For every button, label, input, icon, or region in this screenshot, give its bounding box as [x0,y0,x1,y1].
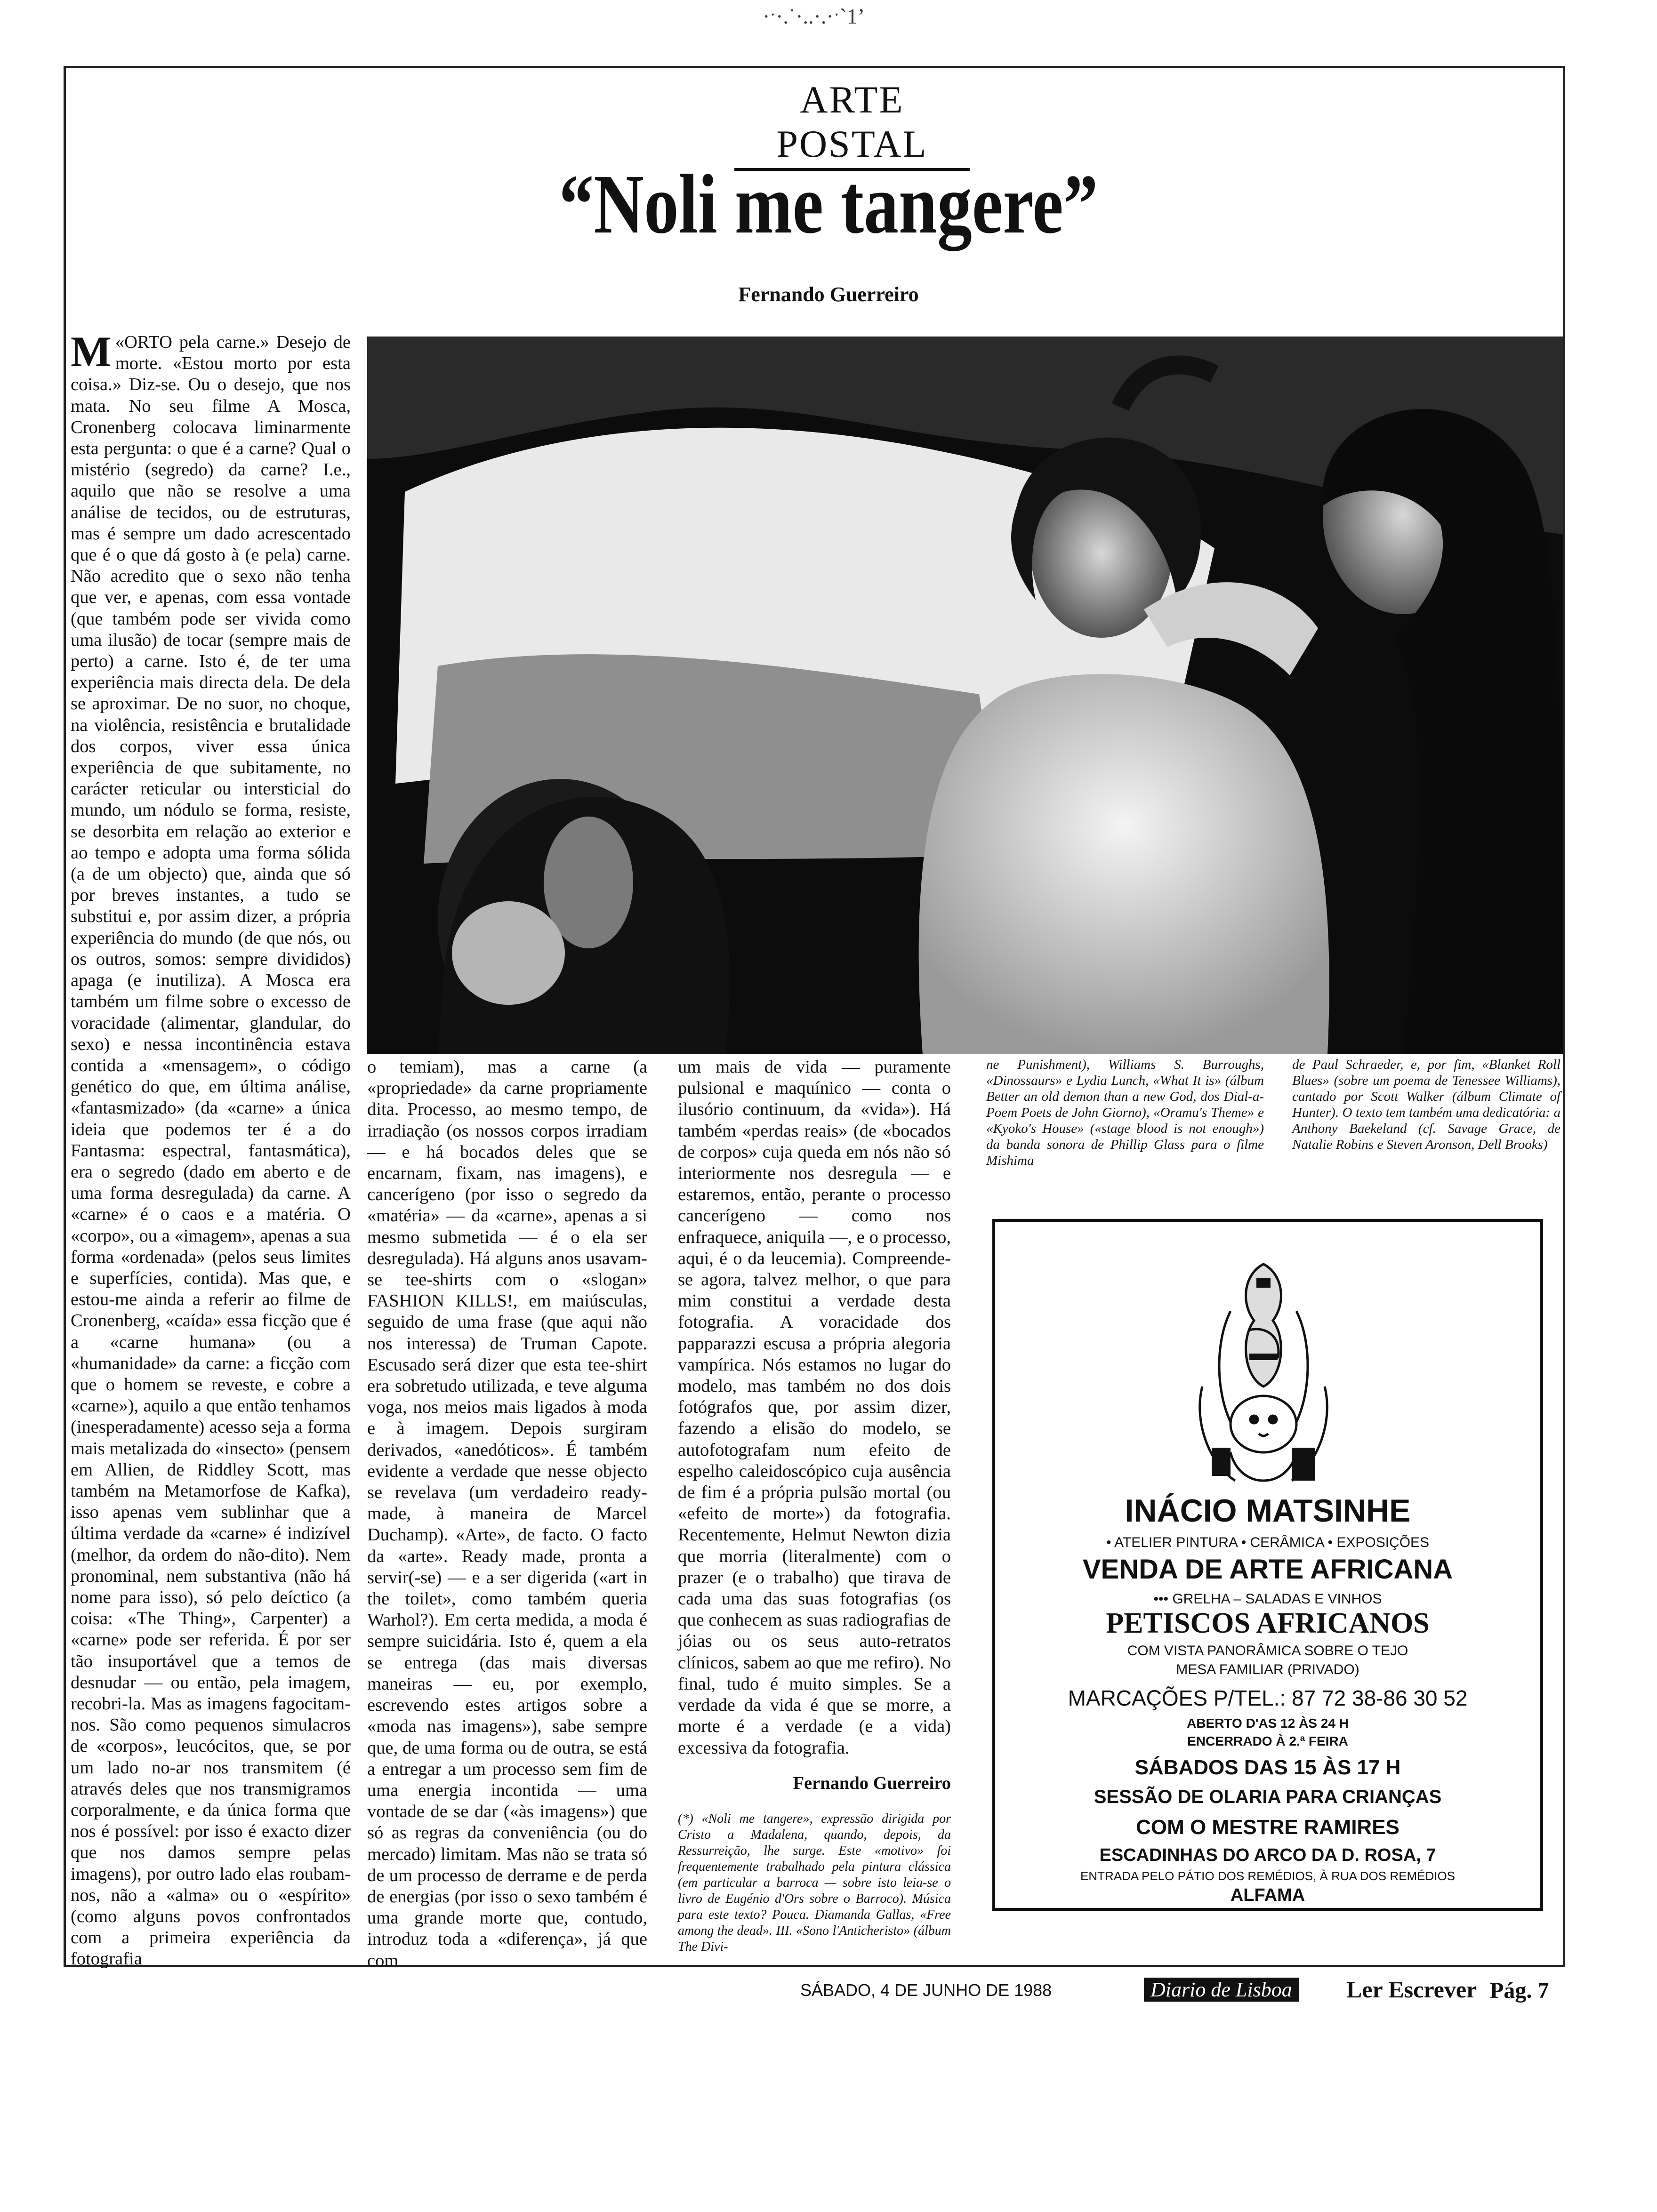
african-art-illustration [1174,1245,1353,1504]
column-2-text: o temiam), mas a carne (a «propriedade» da carne propriamente dita. Processo, ao mesmo tempo, de irradiação (os nossos corpos irradiam — e há bocados deles que se encarnam, fixam, nas imagens), e cancerígeno (por isso o segredo da «matéria» — da «carne», apenas a si mesmo submetida — é o ela ser desregulada). Há alguns anos usavam-se tee-shirts com o «slogan» FASHION KILLS!, em maiúsculas, seguido de uma frase (que aqui não nos interessa) de Truman Capote. Escusado será dizer que esta tee-shirt era sobretudo utilizada, e teve alguma voga, nos meios mais ligados à moda e à imagem. Depois surgiram derivados, «anedóticos». É também evidente a verdade que nesse objecto se revelava (um verdadeiro ready-made, à maneira de Marcel Duchamp). «Arte», de facto. O facto da «arte». Ready made, pronta a servir(-se) — e a ser digerida («art in the toilet», como também queria Warhol?). Em certa medida, a moda é sempre suicidária. Isto é, quem a ela se entrega (das mais diversas maneiras — eu, por exemplo, escrevendo estes artigos sobre a «moda nas imagens»), sabe sempre que, de uma forma ou de outra, se está a entregar a um processo sem fim de uma energia incontida — uma vontade de se dar («às imagens») que só as regras da conveniência (ou do mercado) limitam. Mas não se trata só de um processo de derrame e de perda de energias (por isso o sexo também é uma grande morte que, contudo, introduz toda a «diferença», já que com [367,1057,647,1971]
drop-cap: M [71,328,112,376]
newspaper-masthead: Diario de Lisboa [1144,1978,1299,2002]
ad-pottery-session: SESSÃO DE OLARIA PARA CRIANÇAS [1094,1787,1442,1807]
footnote-continuation-1 [986,1057,1264,1169]
column-5-text: de Paul Schraeder, e, por fim, «Blanket Roll Blues» (sobre um poema de Tenessee Williams), cantado por Scott Walker (álbum Climate of Hunter). O texto tem também uma dedicatória: a Anthony Baekeland (cf. Savage Grace, de Natalie Robins e Steven Aronson, Dell Brooks) [1292,1057,1560,1152]
advertisement-box [992,1219,1543,1911]
article-column-3 [678,1057,951,1955]
issue-date: SÁBADO, 4 DE JUNHO DE 1988 [800,1980,1052,2000]
article-column-2 [367,1057,647,1972]
footnote: (*) «Noli me tangere», expressão dirigida por Cristo a Madalena, quando, depois, da Ressurreição, lhe surge. Este «motivo» foi frequentemente trabalhado pela pintura clássica (em particular a barroca — sobre isto leia-se o livro de Eugénio d'Ors sobre o Barroco). Música para este texto? Pouca. Diamanda Gallas, «Free among the dead». III. «Sono l'Anticheristo» (álbum The Divi- [678,1811,951,1954]
print-smudge: ·ˑ·.˙·..·.·ˑ`1ʼ [763,4,865,28]
ad-sale: VENDA DE ARTE AFRICANA [1082,1554,1453,1585]
ad-services: • ATELIER PINTURA • CERÂMICA • EXPOSIÇÕES [1106,1535,1430,1550]
byline: Fernando Guerreiro [738,283,919,306]
section-heading: ARTE POSTAL [734,78,970,171]
ad-business-name: INÁCIO MATSINHE [1125,1493,1411,1529]
ad-grill: ••• GRELHA – SALADAS E VINHOS [1153,1591,1382,1607]
supplement-name: Ler Escrever [1346,1976,1477,2003]
ad-phone: MARCAÇÕES P/TEL.: 87 72 38-86 30 52 [1068,1686,1468,1710]
column-4-text: ne Punishment), Williams S. Burroughs, «Dinossaurs» e Lydia Lunch, «What It is» (álbum Better an old demon than a new God, dos Dial-a-Poem Poets de John Giorno), «Oramu's Theme» e «Kyoko's House» («stage blood is not enough») da banda sonora de Phillip Glass para o filme Mishima [986,1057,1264,1168]
ad-saturdays: SÁBADOS DAS 15 ÀS 17 H [1134,1756,1401,1779]
ad-district: ALFAMA [1230,1885,1305,1905]
article-column-1 [71,328,351,1970]
ad-view: COM VISTA PANORÂMICA SOBRE O TEJO [1127,1643,1408,1659]
article-title: “Noli me tangere” [559,157,1098,251]
ad-family-table: MESA FAMILIAR (PRIVADO) [1176,1662,1359,1677]
ad-master: COM O MESTRE RAMIRES [1136,1816,1400,1839]
closing-signature: Fernando Guerreiro [793,1773,951,1793]
column-3-text: um mais de vida — puramente pulsional e maquínico — conta o ilusório continuum, da «vida»). Há também «perdas reais» (de «bocados de corpos» cuja queda em nós não só interiormente nos desregula — e estaremos, então, perante o processo cancerígeno — como nos enfraquece, aniquila —, e o processo, aqui, é o da leucemia). Compreende-se agora, talvez melhor, o que para mim constitui a verdade desta fotografia. A voracidade dos papparazzi escusa a própria alegoria vampírica. Nós estamos no lugar do modelo, mas também no dos dois fotógrafos que, por assim dizer, fazendo a elisão do modelo, se autofotografam num efeito de espelho caleidoscópico cuja ausência de fim é a própria pulsão mortal (ou «efeito de morte») da fotografia. Recentemente, Helmut Newton dizia que morria (literalmente) com o prazer (e o trabalho) que tirava de cada uma das suas fotografias (os que conhecem as suas radiografias de jóias ou os seus auto-retratos clínicos, sabem ao que me refiro). No final, tudo é muito simples. Se a verdade da vida é que se morre, a morte é a verdade (e a vida) excessiva da fotografia. [678,1057,951,1758]
footnote-continuation-2 [1292,1057,1560,1153]
ad-entrance: ENTRADA PELO PÁTIO DOS REMÉDIOS, À RUA DOS REMÉDIOS [1080,1869,1456,1883]
ad-closed-day: ENCERRADO À 2.ª FEIRA [1187,1734,1348,1748]
ad-petiscos: PETISCOS AFRICANOS [1106,1607,1430,1639]
photo-illustration [367,337,1563,1054]
article-photograph [367,337,1563,1054]
ad-opening-hours: ABERTO D'AS 12 ÀS 24 H [1187,1716,1349,1731]
page-number: Pág. 7 [1490,1978,1549,2003]
ad-address: ESCADINHAS DO ARCO DA D. ROSA, 7 [1099,1845,1436,1865]
column-1-text: «ORTO pela carne.» Desejo de morte. «Estou morto por esta coisa.» Diz-se. Ou o desejo, que nos mata. No seu filme A Mosca, Cronenberg colocava liminarmente esta pergunta: o que é a carne? Qual o mistério (segredo) da carne? I.e., aquilo que não se resolve a uma análise de tecidos, ou de estruturas, mas é sempre um dado acrescentado que é o que dá gosto à (e pela) carne. Não acredito que o sexo não tenha que ver, e apenas, com essa vontade (que também pode ser vivida como uma ilusão) de tocar (sempre mais de perto) a carne. Isto é, de ter uma experiência mais directa dela. De dela se aproximar. De no suor, no choque, na violência, resistência e brutalidade dos corpos, viver essa única experiência de que subitamente, no carácter reticular ou intersticial do mundo, um nódulo se forma, resiste, se desorbita em relação ao exterior e ao tempo e adopta uma forma sólida (a de um objecto) que, ainda que só por breves instantes, a tudo se substitui e, por assim dizer, a própria experiência do mundo (de que nós, ou os outros, somos: sempre divididos) apaga (e inutiliza). A Mosca era também um filme sobre o excesso de voracidade (alimentar, glandular, do sexo) e nessa incontinência estava contida a «mensagem», o código genético do que, em última análise, «fantasmizado» (da «carne» a única ideia que podemos ter é a do Fantasma: espectral, fantasmática), era o segredo (dado em aberto e de uma forma desregulada) da carne. A «carne» é o caos e a matéria. O «corpo», ou a «imagem», apenas a sua forma «ordenada» (pelos seus limites e superfícies, contida). Mas que, e estou-me ainda a referir ao filme de Cronenberg, «caída» essa ficção que é a «carne humana» (ou a «humanidade» da carne: a ficção com que o homem se reveste, e cobre a «carne»), aquilo a que então tenhamos (inesperadamente) acesso seja a forma mais metalizada do «insecto» (pensem em Allien, de Riddley Scott, mas também na Metamorfose de Kafka), isso apenas vem sublinhar que a última verdade da «carne» é indizível (melhor, da ordem do não-dito). Nem pronominal, nem substantiva (não há nome para isso), só pelo deíctico (a coisa: «The Thing», Carpenter) a «carne» pode ser referida. É por ser tão insuportável que a temos de desnudar — ou então, pela imagem, recobri-la. Mas as imagens fagocitam-nos. São como pequenos simulacros de «corpos», leucócitos, que, se por um lado no-ar nos transmitem (é através deles que nos transmigramos corporalmente, e da única forma que nos é possível: por isso é exacto dizer que nos damos sempre pelas imagens), por outro lado elas roubam-nos, não a «alma» ou o «espírito» (como alguns povos confrontados com a primeira experiência da fotografia [71,332,351,1969]
